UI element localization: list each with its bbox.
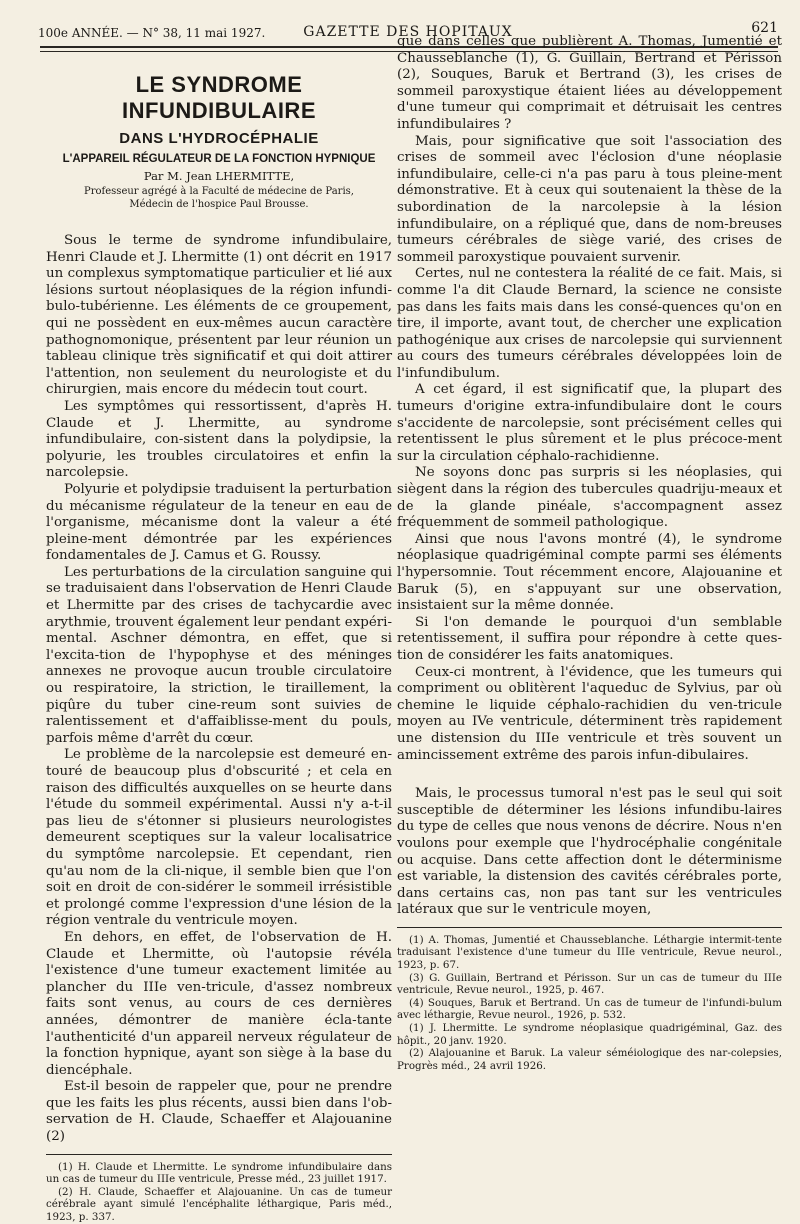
footnote: (1) A. Thomas, Jumentié et Chausseblanche. Léthargie intermit-tente traduisant l'existence d'une tumeur du IIIe ventricule, Revue neurol., 1923, p. 67.: [397, 933, 782, 972]
article-subtitle-2: L'APPAREIL RÉGULATEUR DE LA FONCTION HYPNIQUE: [62, 153, 376, 165]
footnote: (2) Alajouanine et Baruk. La valeur séméiologique des nar-colepsies, Progrès méd., 24 avril 1926.: [397, 1047, 782, 1072]
footnote-rule: [397, 927, 782, 928]
paragraph: Mais, pour significative que soit l'association des crises de sommeil avec l'éclosion d'une néoplasie infundibulaire, celle-ci n'a pas paru à tous pleine-ment démonstrative. Et à ceux qui soutenaient la thèse de la subordination de la narcolepsie à la lésion infundibulaire, on a répliqué que, dans de nom-breuses tumeurs cérébrales de siège varié, des crises de sommeil paroxystique pouvaient survenir.: [397, 133, 782, 265]
paragraph: Ainsi que nous l'avons montré (4), le syndrome néoplasique quadrigéminal compte parmi ses éléments l'hypersomnie. Tout récemment encore, Alajouanine et Baruk (5), en s'appuyant sur une observation, insistaient sur la même donnée.: [397, 531, 782, 614]
footnote: (2) H. Claude, Schaeffer et Alajouanine. Un cas de tumeur cérébrale ayant simulé l'encéphalite léthargique, Paris méd., 1923, p. 337.: [46, 1185, 392, 1224]
right-column: [397, 34, 782, 1072]
paragraph: Mais, le processus tumoral n'est pas le seul qui soit susceptible de déterminer les lésions infundibu-laires du type de celles que nous venons de décrire. Nous n'en voulons pour exemple que l'hydrocéphalie congénitale ou acquise. Dans cette affection dont le déterminisme est variable, la distension des cavités cérébrales porte, dans certains cas, non pas tant sur les ventricules latéraux que sur le ventricule moyen,: [397, 786, 782, 918]
footnote: (1) H. Claude et Lhermitte. Le syndrome infundibulaire dans un cas de tumeur du IIIe ventricule, Presse méd., 23 juillet 1917.: [46, 1160, 392, 1186]
paragraph: Ceux-ci montrent, à l'évidence, que les tumeurs qui compriment ou oblitèrent l'aqueduc de Sylvius, par où chemine le liquide céphalo-rachidien du ven-tricule moyen au IVe ventricule, déterminent très rapidement une distension du IIIe ventricule et très souvent un amincissement extrême des parois infun-dibulaires.: [397, 664, 782, 763]
paragraph: Ne soyons donc pas surpris si les néoplasies, qui siègent dans la région des tubercules quadriju-meaux et de la glande pinéale, s'accompagnent assez fréquemment de sommeil pathologique.: [397, 465, 782, 531]
left-body-text: [46, 233, 392, 1146]
footnote: (4) Souques, Baruk et Bertrand. Un cas de tumeur de l'infundi-bulum avec léthargie, Revue neurol., 1926, p. 532.: [397, 996, 782, 1022]
footnote-rule: [46, 1154, 392, 1155]
footnote: (3) G. Guillain, Bertrand et Périsson. Sur un cas de tumeur du IIIe ventricule, Revue neurol., 1925, p. 467.: [397, 971, 782, 997]
paragraph: Certes, nul ne contestera la réalité de ce fait. Mais, si comme l'a dit Claude Bernard, la science ne consiste pas dans les faits mais dans les consé-quences qu'on en tire, il importe, avant tout, de chercher une explication pathogénique aux crises de narcolepsie qui surviennent au cours des tumeurs cérébrales développées loin de l'infundibulum.: [397, 266, 782, 381]
right-body-text: [397, 34, 782, 919]
affiliation-line: Médecin de l'hospice Paul Brousse.: [129, 199, 309, 210]
article-title: LE SYNDROME INFUNDIBULAIRE: [122, 72, 316, 123]
journal-title: GAZETTE DES HOPITAUX: [303, 24, 513, 40]
page-number: 621: [751, 20, 778, 36]
author-line: Par M. Jean LHERMITTE,: [143, 169, 295, 183]
paragraph: Les symptômes qui ressortissent, d'après H. Claude et J. Lhermitte, au syndrome infundibulaire, con-sistent dans la polydipsie, la polyurie, les troubles circulatoires et enfin la narcolepsie.: [46, 398, 392, 481]
paragraph: Polyurie et polydipsie traduisent la perturbation du mécanisme régulateur de la teneur en eau de l'organisme, mécanisme dont la valeur a été pleine-ment démontrée par les expériences fondamentales de J. Camus et G. Roussy.: [46, 481, 392, 564]
affiliation-line: Professeur agrégé à la Faculté de médecine de Paris,: [84, 186, 354, 197]
article-subtitle: DANS L'HYDROCÉPHALIE: [119, 130, 319, 147]
paragraph: En dehors, en effet, de l'observation de H. Claude et Lhermitte, où l'autopsie révéla l'existence d'une tumeur exactement limitée au plancher du IIIe ven-tricule, d'assez nombreux faits sont venus, au cours de ces dernières années, démontrer de manière écla-tante l'authenticité d'un appareil nerveux régulateur de la fonction hypnique, ayant son siège à la base du diencéphale.: [46, 929, 392, 1078]
footnote: (1) J. Lhermitte. Le syndrome néoplasique quadrigéminal, Gaz. des hôpit., 20 janv. 1920.: [397, 1022, 782, 1047]
paragraph: Sous le terme de syndrome infundibulaire, Henri Claude et J. Lhermitte (1) ont décrit en 1917 un complexus symptomatique particulier et lié aux lésions surtout néoplasiques de la région infundi-bulo-tubérienne. Les éléments de ce groupement, qui ne possèdent en eux-mêmes aucun caractère pathognomonique, présentent par leur réunion un tableau clinique très significatif et qui doit attirer l'attention, non seulement du neurologiste et du chirurgien, mais encore du médecin tout court.: [46, 233, 392, 398]
paragraph: Le problème de la narcolepsie est demeuré en-touré de beaucoup plus d'obscurité ; et cela en raison des difficultés auxquelles on se heurte dans l'étude du sommeil expérimental. Aussi n'y a-t-il pas lieu de s'étonner si plusieurs neurologistes demeurent sceptiques sur la valeur localisatrice du symptôme narcolepsie. Et cependant, rien qu'au nom de la cli-nique, il semble bien que l'on soit en droit de con-sidérer le sommeil irrésistible et prolongé comme l'expression d'une lésion de la région ventrale du ventricule moyen.: [46, 747, 392, 929]
paragraph: Si l'on demande le pourquoi d'un semblable retentissement, il suffira pour répondre à cette ques-tion de considérer les faits anatomiques.: [397, 614, 782, 663]
left-column: [46, 60, 392, 1224]
paragraph: que dans celles que publièrent A. Thomas, Jumentié et Chausseblanche (1), G. Guillain, Bertrand et Périsson (2), Souques, Baruk et Bertrand (3), les crises de sommeil paroxystique étaient liées au développement d'une tumeur qui comprimait et détruisait les centres infundibulaires ?: [397, 34, 782, 132]
issue-info: 100e ANNÉE. — N° 38, 11 mai 1927.: [38, 26, 266, 40]
paragraph: Est-il besoin de rappeler que, pour ne prendre que les faits les plus récents, aussi bien dans l'ob-servation de H. Claude, Schaeffer et Alajouanine (2): [46, 1079, 392, 1145]
paragraph: Les perturbations de la circulation sanguine qui se traduisaient dans l'observation de Henri Claude et Lhermitte par des crises de tachycardie avec arythmie, trouvent également leur pendant expéri-mental. Aschner démontra, en effet, que si l'excita-tion de l'hypophyse et des méninges annexes ne provoque aucun trouble circulatoire ou respiratoire, la striction, le tiraillement, la piqûre du tuber cine-reum sont suivies de ralentissement et d'affaiblisse-ment du pouls, parfois même d'arrêt du cœur.: [46, 564, 392, 746]
paragraph: A cet égard, il est significatif que, la plupart des tumeurs d'origine extra-infundibulaire dont le cours s'accidente de narcolepsie, sont précisément celles qui retentissent le plus sûrement et le plus précoce-ment sur la circulation céphalo-rachidienne.: [397, 382, 782, 464]
